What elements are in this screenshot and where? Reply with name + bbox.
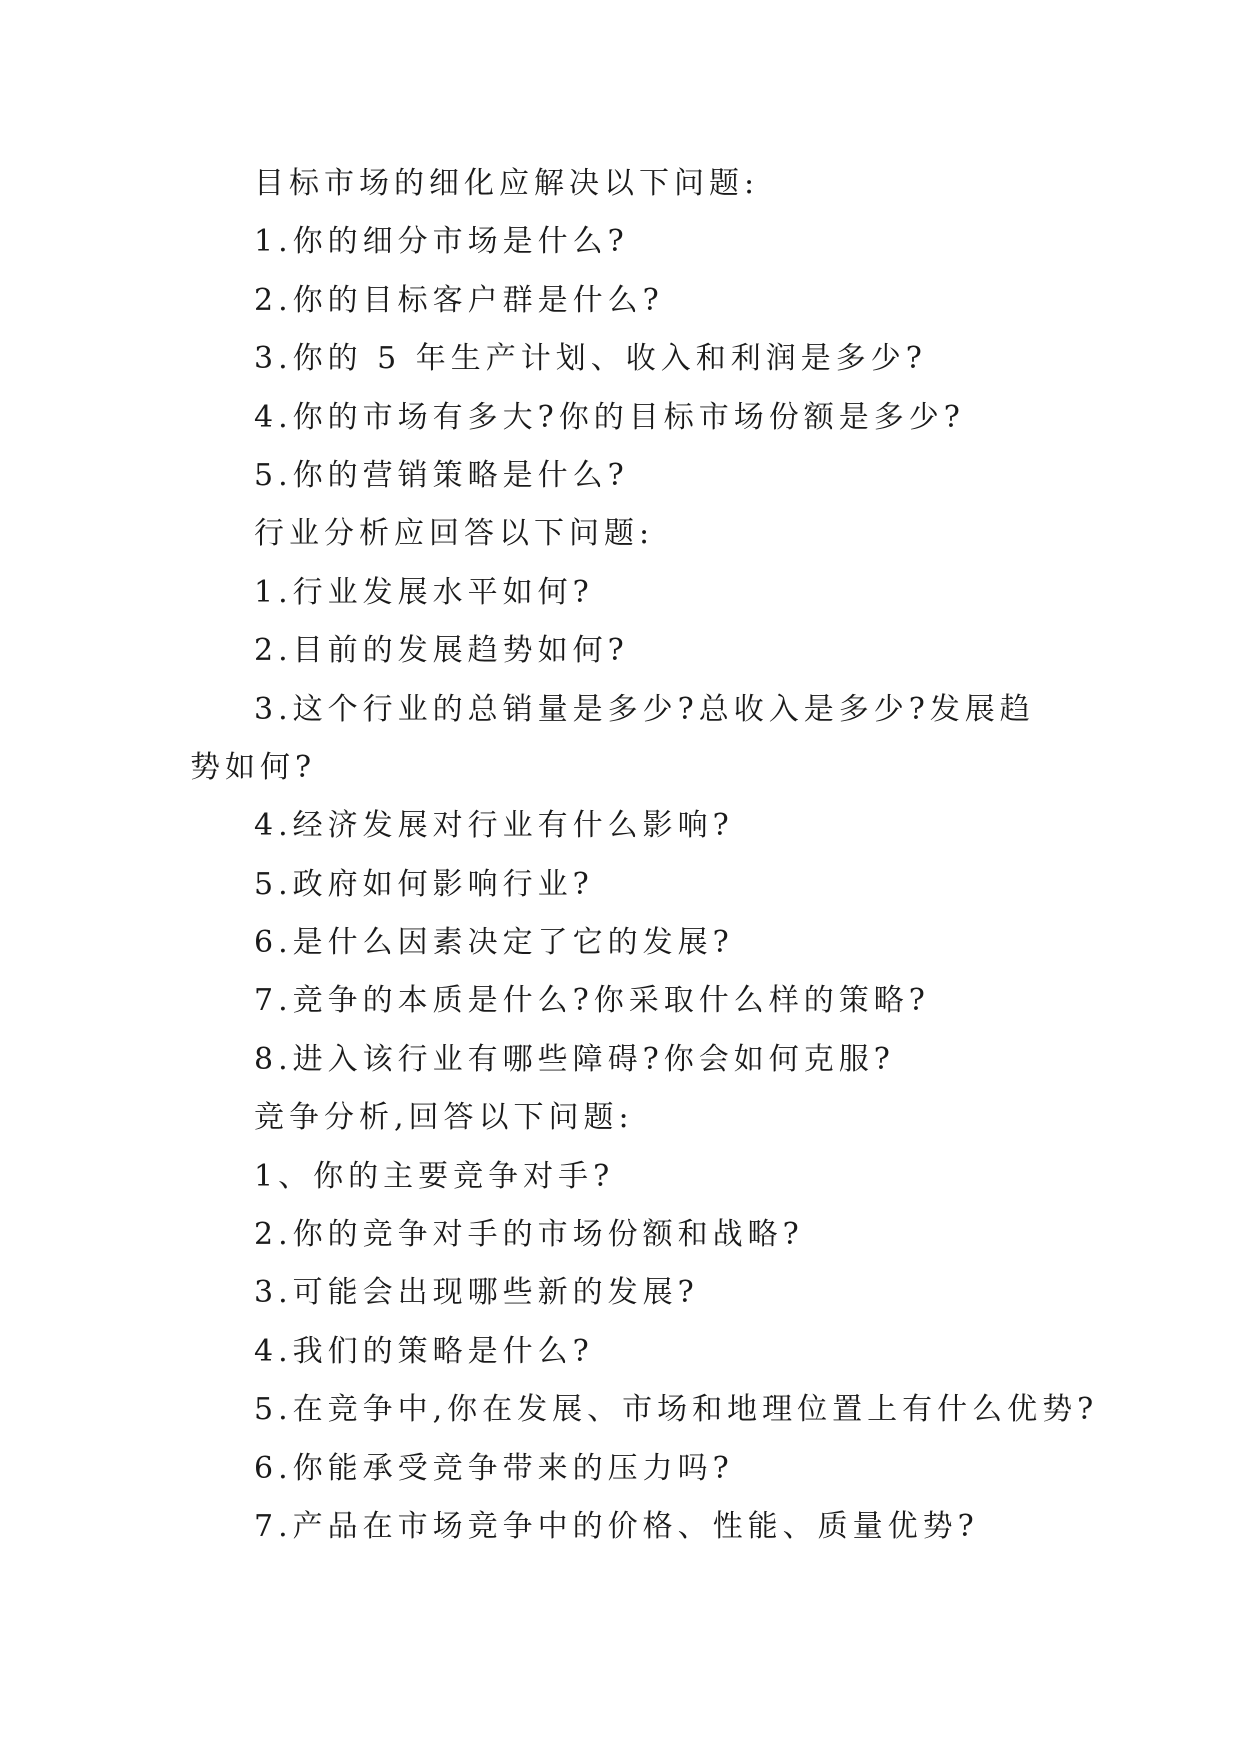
list-item: 4.你的市场有多大?你的目标市场份额是多少? (254, 399, 965, 435)
list-item: 1、你的主要竞争对手? (254, 1158, 615, 1194)
list-item: 7.竞争的本质是什么?你采取什么样的策略? (254, 983, 930, 1019)
list-item: 5.在竞争中,你在发展、市场和地理位置上有什么优势? (254, 1392, 1099, 1428)
paragraph-heading: 目标市场的细化应解决以下问题: (254, 166, 760, 201)
list-item-continuation: 势如何? (190, 749, 317, 785)
list-item: 3.你的 5 年生产计划、收入和利润是多少? (254, 341, 927, 377)
list-item: 2.你的竞争对手的市场份额和战略? (254, 1217, 804, 1253)
list-item: 1.你的细分市场是什么? (254, 224, 629, 260)
paragraph-heading: 竞争分析,回答以下问题: (254, 1100, 634, 1136)
list-item: 4.经济发展对行业有什么影响? (254, 808, 734, 844)
list-item: 5.你的营销策略是什么? (254, 457, 629, 493)
list-item: 4.我们的策略是什么? (254, 1333, 594, 1369)
list-item: 7.产品在市场竞争中的价格、性能、质量优势? (254, 1508, 979, 1544)
list-item: 6.是什么因素决定了它的发展? (254, 925, 734, 961)
paragraph-heading: 行业分析应回答以下问题: (254, 516, 655, 552)
list-item: 2.目前的发展趋势如何? (254, 633, 629, 669)
list-item: 2.你的目标客户群是什么? (254, 282, 664, 318)
list-item: 3.可能会出现哪些新的发展? (254, 1275, 699, 1311)
list-item: 1.行业发展水平如何? (254, 574, 594, 610)
list-item: 8.进入该行业有哪些障碍?你会如何克服? (254, 1041, 895, 1077)
list-item: 3.这个行业的总销量是多少?总收入是多少?发展趋 (254, 691, 1035, 727)
list-item: 6.你能承受竞争带来的压力吗? (254, 1450, 734, 1486)
list-item: 5.政府如何影响行业? (254, 866, 594, 902)
document-body (190, 155, 1099, 1556)
